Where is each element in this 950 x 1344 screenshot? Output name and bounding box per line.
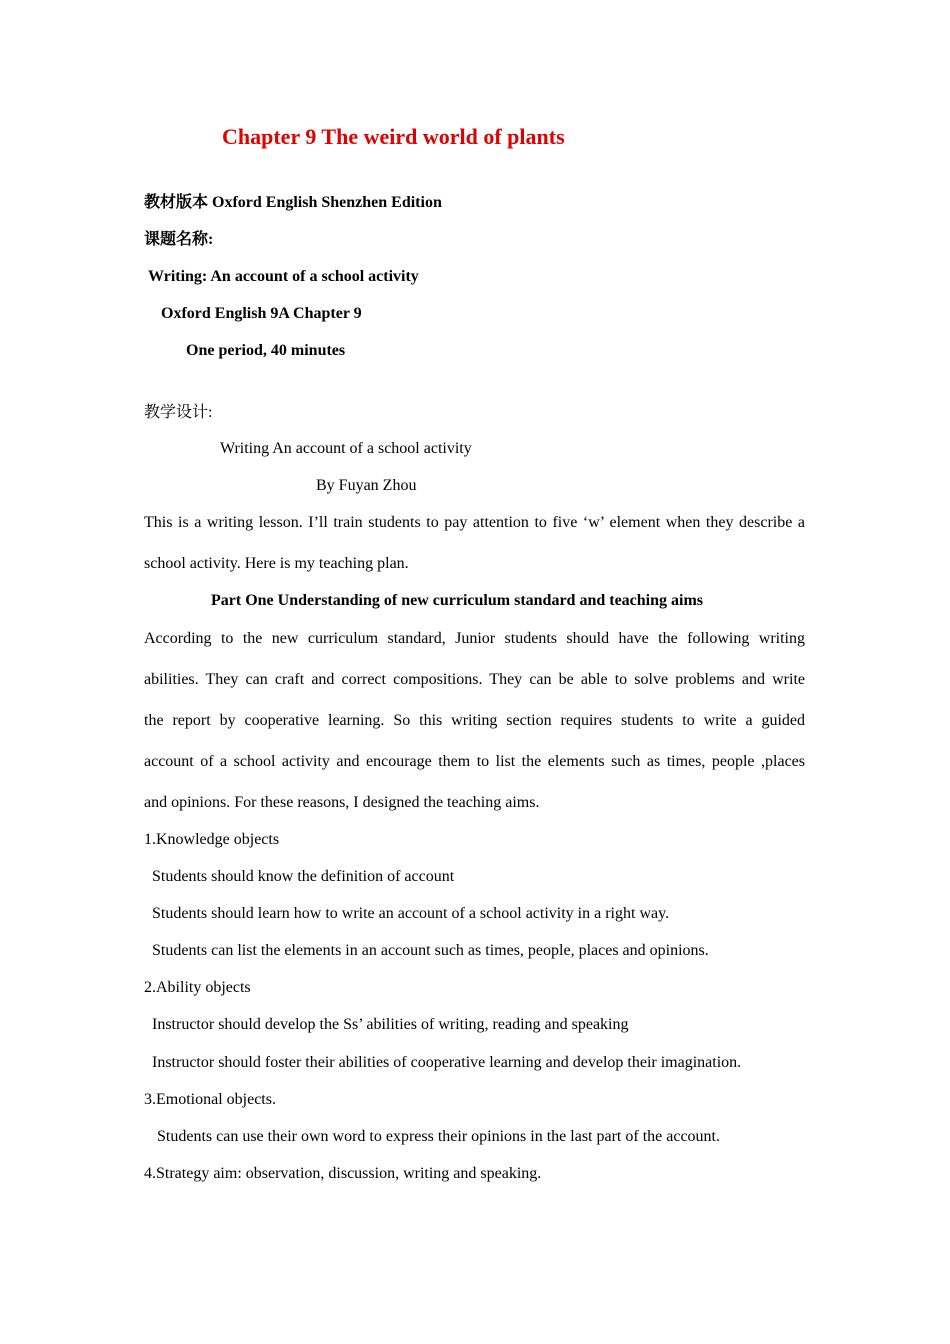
list-item: Students should know the definition of account: [152, 868, 455, 885]
list-item: Instructor should develop the Ss’ abilities of writing, reading and speaking: [152, 1016, 629, 1033]
strategy-line: 4.Strategy aim: observation, discussion, writing and speaking.: [144, 1165, 542, 1182]
design-label: 教学设计:: [144, 404, 213, 421]
topic-name: Writing: An account of a school activity: [148, 268, 419, 285]
ability-heading: 2.Ability objects: [144, 979, 251, 996]
knowledge-heading: 1.Knowledge objects: [144, 831, 280, 848]
list-item: Students should learn how to write an account of a school activity in a right way.: [152, 905, 670, 922]
topic-label: 课题名称:: [144, 231, 214, 248]
emotional-heading: 3.Emotional objects.: [144, 1091, 276, 1108]
intro-line: This is a writing lesson. I’ll train students to pay attention to five ‘w’ element when they describe a: [144, 514, 805, 531]
part-one-heading: Part One Understanding of new curriculum standard and teaching aims: [211, 592, 704, 609]
paragraph-line: and opinions. For these reasons, I designed the teaching aims.: [144, 794, 540, 811]
paragraph-line: the report by cooperative learning. So this writing section requires students to write a guided: [144, 712, 805, 729]
paragraph-line: abilities. They can craft and correct compositions. They can be able to solve problems and write: [144, 671, 805, 688]
list-item: Instructor should foster their abilities of cooperative learning and develop their imagination.: [152, 1054, 742, 1071]
duration-line: One period, 40 minutes: [186, 342, 346, 359]
edition-line: 教材版本 Oxford English Shenzhen Edition: [144, 194, 442, 211]
paragraph-line: According to the new curriculum standard, Junior students should have the following writing: [144, 630, 805, 647]
list-item: Students can use their own word to express their opinions in the last part of the account.: [157, 1128, 720, 1145]
paragraph-line: account of a school activity and encourage them to list the elements such as times, people ,places: [144, 753, 805, 770]
author-line: By Fuyan Zhou: [316, 477, 417, 494]
document-title: Chapter 9 The weird world of plants: [222, 124, 565, 149]
lesson-title: Writing An account of a school activity: [220, 440, 472, 457]
book-line: Oxford English 9A Chapter 9: [161, 305, 362, 322]
list-item: Students can list the elements in an account such as times, people, places and opinions.: [152, 942, 709, 959]
intro-line: school activity. Here is my teaching plan.: [144, 555, 409, 572]
